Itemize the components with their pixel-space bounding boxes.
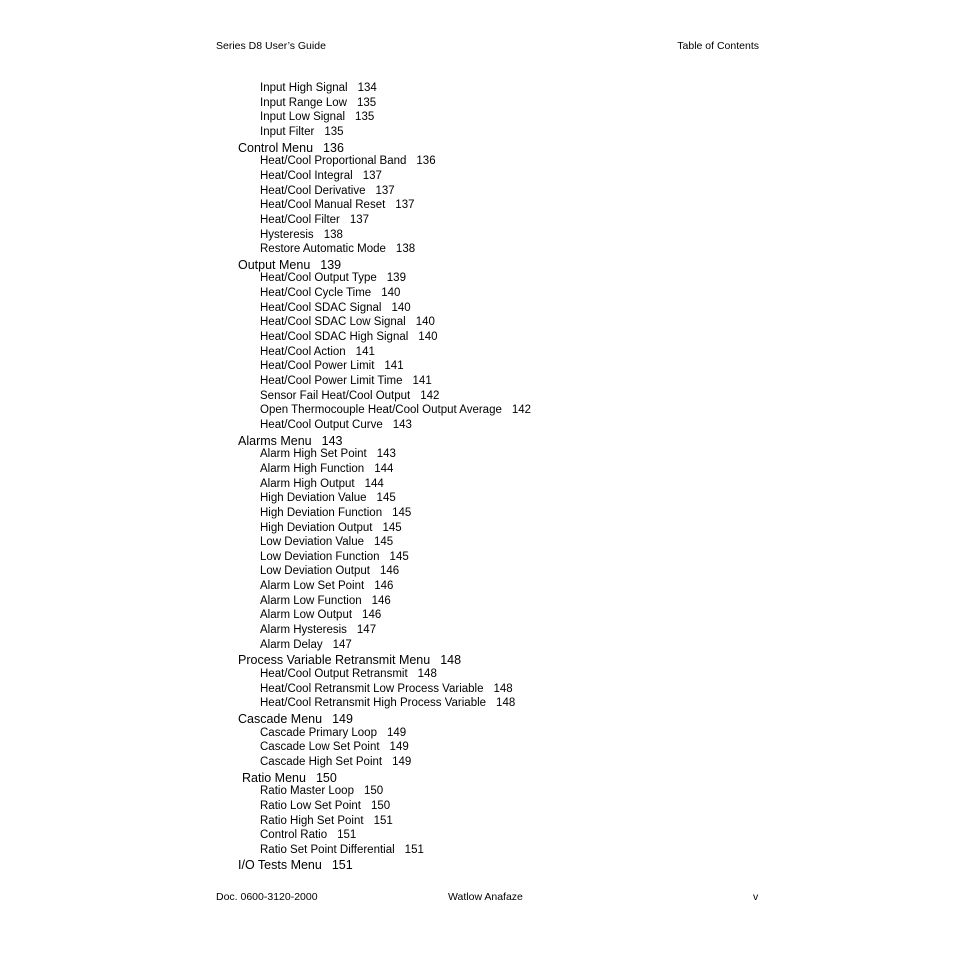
toc-entry-title: Cascade Low Set Point xyxy=(260,741,380,754)
toc-subentry[interactable] xyxy=(260,727,406,739)
toc-subentry[interactable] xyxy=(260,756,411,768)
toc-entry-page-number: 149 xyxy=(389,741,409,754)
toc-entry-title: Heat/Cool Derivative xyxy=(260,184,366,197)
toc-entry-title: Heat/Cool Filter xyxy=(260,213,340,226)
toc-entry-page-number: 140 xyxy=(418,331,438,344)
toc-entry-title: Heat/Cool SDAC High Signal xyxy=(260,331,409,344)
toc-subentry[interactable] xyxy=(260,199,414,211)
toc-entry-page-number: 151 xyxy=(337,829,357,842)
toc-entry-title: Heat/Cool SDAC Signal xyxy=(260,301,382,314)
toc-entry-page-number: 136 xyxy=(323,140,344,155)
toc-entry-title: Cascade Primary Loop xyxy=(260,726,377,739)
toc-subentry[interactable] xyxy=(260,829,356,841)
toc-subentry[interactable] xyxy=(260,507,411,519)
toc-entry-page-number: 145 xyxy=(382,521,402,534)
toc-entry-title: Cascade High Set Point xyxy=(260,755,383,768)
toc-entry-page-number: 140 xyxy=(415,316,435,329)
toc-entry-page-number: 142 xyxy=(420,389,440,402)
toc-subentry[interactable] xyxy=(260,800,390,812)
toc-entry-title: Heat/Cool Output Type xyxy=(260,272,377,285)
toc-entry-title: Low Deviation Value xyxy=(260,536,364,549)
toc-entry-title: Ratio Menu xyxy=(242,770,306,785)
toc-entry-page-number: 144 xyxy=(364,477,384,490)
toc-entry-title: Low Deviation Output xyxy=(260,565,370,578)
toc-entry-title: Heat/Cool Action xyxy=(260,345,346,358)
toc-subentry[interactable] xyxy=(260,170,382,182)
toc-subentry[interactable] xyxy=(260,360,404,372)
toc-entry-title: Input High Signal xyxy=(260,82,348,94)
footer-company: Watlow Anafaze xyxy=(448,891,523,903)
toc-entry-title: Alarm High Output xyxy=(260,477,355,490)
toc-subentry[interactable] xyxy=(260,126,344,138)
footer-doc-number: Doc. 0600-3120-2000 xyxy=(216,891,318,903)
toc-subentry[interactable] xyxy=(260,185,395,197)
toc-entry-page-number: 145 xyxy=(374,536,394,549)
toc-section-entry[interactable] xyxy=(238,858,353,872)
toc-subentry[interactable] xyxy=(260,287,400,299)
toc-entry-page-number: 135 xyxy=(324,125,344,138)
toc-subentry[interactable] xyxy=(260,111,374,123)
toc-entry-page-number: 140 xyxy=(391,301,411,314)
toc-entry-page-number: 141 xyxy=(384,360,404,373)
toc-entry-title: Hysteresis xyxy=(260,228,314,241)
toc-subentry[interactable] xyxy=(260,331,437,343)
toc-entry-title: Alarm High Function xyxy=(260,462,365,475)
toc-entry-title: Heat/Cool Cycle Time xyxy=(260,287,372,300)
toc-entry-title: High Deviation Function xyxy=(260,506,383,519)
toc-entry-title: Process Variable Retransmit Menu xyxy=(238,653,431,668)
running-header-title: Series D8 User’s Guide xyxy=(216,40,326,52)
toc-entry-title: Sensor Fail Heat/Cool Output xyxy=(260,389,411,402)
toc-subentry[interactable] xyxy=(260,639,352,651)
toc-entry-page-number: 134 xyxy=(357,82,377,94)
toc-entry-page-number: 137 xyxy=(362,169,382,182)
toc-entry-page-number: 148 xyxy=(496,697,516,710)
toc-entry-page-number: 137 xyxy=(375,184,395,197)
toc-entry-page-number: 151 xyxy=(404,843,424,856)
toc-entry-title: Ratio Set Point Differential xyxy=(260,843,395,856)
toc-subentry[interactable] xyxy=(260,580,393,592)
toc-entry-page-number: 149 xyxy=(332,711,353,726)
toc-subentry[interactable] xyxy=(260,272,406,284)
toc-entry-page-number: 150 xyxy=(315,770,337,785)
toc-subentry[interactable] xyxy=(260,229,343,241)
toc-subentry[interactable] xyxy=(260,683,513,695)
toc-section-entry[interactable] xyxy=(242,771,337,785)
toc-entry-page-number: 149 xyxy=(386,726,407,739)
toc-entry-page-number: 144 xyxy=(374,462,394,475)
toc-subentry[interactable] xyxy=(260,463,393,475)
toc-entry-page-number: 146 xyxy=(362,609,382,622)
toc-entry-title: I/O Tests Menu xyxy=(238,858,322,873)
toc-entry-page-number: 140 xyxy=(381,287,401,300)
toc-entry-page-number: 141 xyxy=(412,375,432,387)
toc-entry-title: Restore Automatic Mode xyxy=(260,243,386,256)
toc-subentry[interactable] xyxy=(260,551,409,563)
toc-entry-title: Heat/Cool Manual Reset xyxy=(260,199,386,212)
toc-subentry[interactable] xyxy=(260,390,439,402)
toc-subentry[interactable] xyxy=(260,815,393,827)
toc-subentry[interactable] xyxy=(260,522,402,534)
toc-entry-page-number: 141 xyxy=(355,345,375,358)
toc-subentry[interactable] xyxy=(260,741,409,753)
toc-entry-title: Heat/Cool Output Curve xyxy=(260,418,383,431)
toc-entry-page-number: 143 xyxy=(392,418,412,431)
toc-entry-page-number: 145 xyxy=(392,506,412,519)
toc-entry-title: Heat/Cool Retransmit Low Process Variable xyxy=(260,682,484,695)
toc-entry-page-number: 135 xyxy=(356,96,377,109)
toc-entry-page-number: 137 xyxy=(349,213,370,226)
toc-entry-page-number: 139 xyxy=(320,257,342,272)
toc-subentry[interactable] xyxy=(260,844,424,856)
toc-entry-title: Alarm Low Set Point xyxy=(260,580,365,593)
toc-subentry[interactable] xyxy=(260,595,391,607)
toc-entry-title: Input Range Low xyxy=(260,96,347,109)
toc-entry-page-number: 148 xyxy=(493,682,513,695)
toc-section-entry[interactable] xyxy=(238,712,353,726)
toc-entry-page-number: 147 xyxy=(356,624,377,637)
toc-entry-page-number: 143 xyxy=(376,448,396,461)
toc-entry-title: Alarm Delay xyxy=(260,638,323,651)
toc-entry-title: Heat/Cool Retransmit High Process Variable xyxy=(260,697,487,710)
toc-subentry[interactable] xyxy=(260,97,376,109)
toc-entry-page-number: 145 xyxy=(376,492,396,505)
toc-entry-page-number: 151 xyxy=(331,858,353,873)
toc-section-entry[interactable] xyxy=(238,258,341,272)
footer-page-number: v xyxy=(753,891,759,903)
toc-entry-page-number: 146 xyxy=(379,565,400,578)
toc-entry-title: Alarm High Set Point xyxy=(260,448,367,461)
toc-subentry[interactable] xyxy=(260,214,369,226)
toc-entry-title: Heat/Cool Proportional Band xyxy=(260,155,407,168)
toc-entry-title: Heat/Cool Power Limit xyxy=(260,360,375,373)
toc-subentry[interactable] xyxy=(260,785,383,797)
toc-entry-page-number: 150 xyxy=(363,785,384,798)
toc-subentry[interactable] xyxy=(260,346,375,358)
toc-entry-title: Heat/Cool Integral xyxy=(260,169,353,182)
toc-subentry[interactable] xyxy=(260,375,432,387)
toc-entry-title: Heat/Cool Output Retransmit xyxy=(260,668,408,680)
toc-entry-page-number: 136 xyxy=(416,155,436,168)
toc-entry-page-number: 142 xyxy=(511,404,532,417)
toc-entry-page-number: 139 xyxy=(386,272,406,285)
toc-entry-page-number: 138 xyxy=(323,228,343,241)
toc-entry-title: Ratio Master Loop xyxy=(260,785,354,798)
toc-entry-title: Alarm Low Function xyxy=(260,594,362,607)
toc-entry-title: Control Ratio xyxy=(260,829,328,842)
toc-entry-title: Heat/Cool Power Limit Time xyxy=(260,375,403,387)
running-header-section: Table of Contents xyxy=(677,40,759,52)
toc-entry-page-number: 148 xyxy=(417,668,437,680)
toc-entry-page-number: 135 xyxy=(355,111,375,124)
toc-subentry[interactable] xyxy=(260,404,531,416)
toc-entry-page-number: 138 xyxy=(395,243,416,256)
toc-entry-title: Cascade Menu xyxy=(238,711,323,726)
toc-subentry[interactable] xyxy=(260,448,396,460)
toc-subentry[interactable] xyxy=(260,565,399,577)
toc-subentry[interactable] xyxy=(260,82,377,94)
toc-subentry[interactable] xyxy=(260,316,435,328)
toc-entry-title: Alarms Menu xyxy=(238,433,312,448)
toc-entry-page-number: 146 xyxy=(374,580,394,593)
toc-section-entry[interactable] xyxy=(238,141,344,155)
toc-subentry[interactable] xyxy=(260,536,393,548)
toc-entry-page-number: 148 xyxy=(440,653,462,668)
toc-entry-title: Alarm Low Output xyxy=(260,609,353,622)
toc-entry-title: Low Deviation Function xyxy=(260,550,380,563)
toc-subentry[interactable] xyxy=(260,243,415,255)
toc-entry-title: High Deviation Output xyxy=(260,521,373,534)
toc-entry-title: Open Thermocouple Heat/Cool Output Average xyxy=(260,404,502,417)
toc-entry-title: Input Low Signal xyxy=(260,111,346,124)
toc-section-entry[interactable] xyxy=(238,434,343,448)
toc-entry-page-number: 150 xyxy=(371,799,391,812)
toc-entry-title: Heat/Cool SDAC Low Signal xyxy=(260,316,406,329)
toc-entry-page-number: 147 xyxy=(332,638,352,651)
toc-entry-title: Control Menu xyxy=(238,140,314,155)
toc-entry-title: Alarm Hysteresis xyxy=(260,624,347,637)
toc-subentry[interactable] xyxy=(260,419,412,431)
toc-entry-title: Input Filter xyxy=(260,125,315,138)
toc-subentry[interactable] xyxy=(260,492,396,504)
toc-entry-page-number: 137 xyxy=(395,199,415,212)
toc-entry-title: Output Menu xyxy=(238,257,311,272)
toc-entry-page-number: 151 xyxy=(373,814,393,827)
toc-subentry[interactable] xyxy=(260,624,376,636)
toc-subentry[interactable] xyxy=(260,668,437,680)
toc-entry-page-number: 146 xyxy=(371,594,391,607)
toc-subentry[interactable] xyxy=(260,302,411,314)
toc-section-entry[interactable] xyxy=(238,653,461,667)
toc-subentry[interactable] xyxy=(260,155,436,167)
toc-subentry[interactable] xyxy=(260,478,384,490)
toc-entry-title: High Deviation Value xyxy=(260,492,367,505)
toc-entry-title: Ratio Low Set Point xyxy=(260,799,362,812)
toc-entry-page-number: 143 xyxy=(321,433,343,448)
toc-subentry[interactable] xyxy=(260,697,515,709)
toc-entry-page-number: 149 xyxy=(392,755,412,768)
toc-subentry[interactable] xyxy=(260,609,381,621)
toc-entry-title: Ratio High Set Point xyxy=(260,814,364,827)
toc-entry-page-number: 145 xyxy=(389,550,409,563)
